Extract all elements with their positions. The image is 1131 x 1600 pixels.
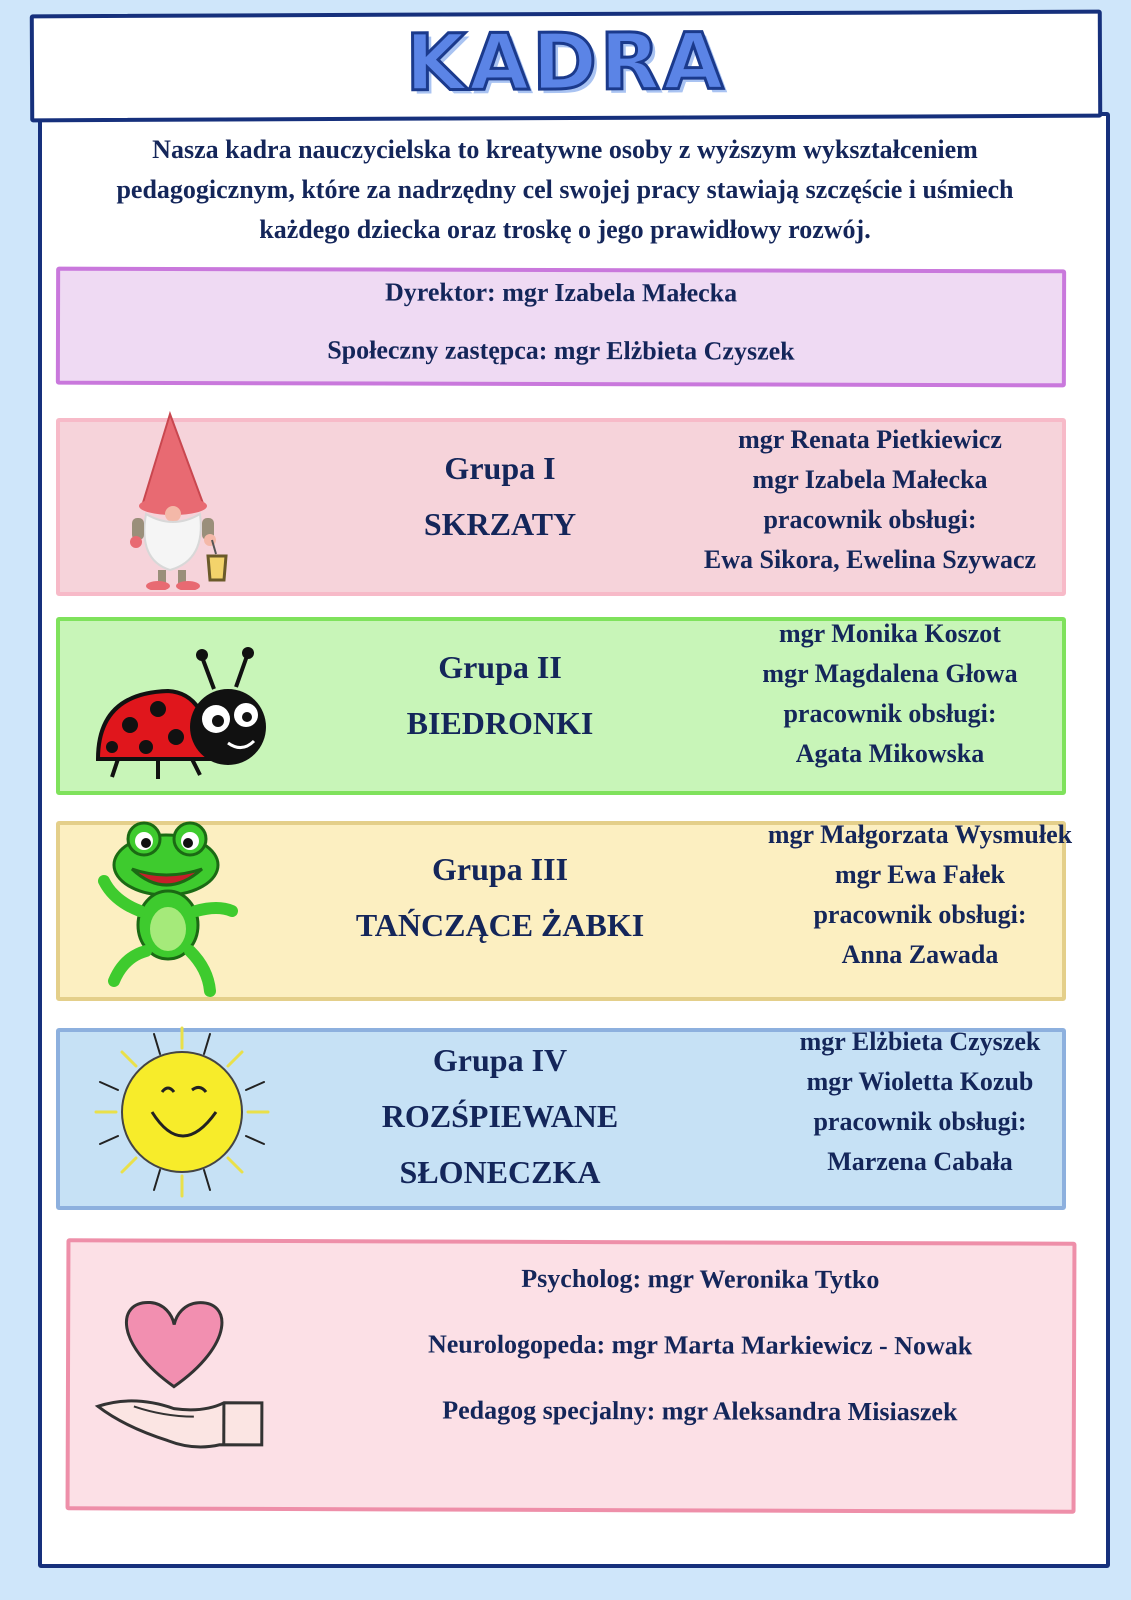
group-1-support-label: pracownik obsługi:: [763, 505, 977, 534]
intro-line-2: pedagogicznym, które za nadrzędny cel swojej pracy stawiają szczęście i uśmiech: [116, 175, 1014, 204]
group-2-band: [56, 617, 1066, 795]
group-3-teacher-2: mgr Ewa Fałek: [835, 860, 1005, 889]
group-1-band: [56, 418, 1066, 596]
group-1-number: Grupa I: [444, 450, 556, 486]
intro-line-1: Nasza kadra nauczycielska to kreatywne osoby z wyższym wykształceniem: [152, 135, 978, 164]
intro-paragraph: [80, 130, 1050, 250]
director-text: Dyrektor: mgr Izabela Małecka: [384, 277, 738, 308]
management-band: [56, 267, 1066, 388]
page-title: KADRA: [405, 17, 727, 109]
group-1-name: SKRZATY: [423, 506, 577, 542]
sun-icon: [82, 1020, 282, 1200]
specialists-band: [66, 1238, 1077, 1514]
special-educator-text: Pedagog specjalny: mgr Aleksandra Misiaszek: [442, 1395, 958, 1427]
group-4-teacher-1: mgr Elżbieta Czyszek: [799, 1027, 1041, 1056]
group-4-staff: [650, 1022, 1131, 1182]
deputy-text: Społeczny zastępca: mgr Elżbieta Czyszek: [327, 335, 795, 366]
group-3-staff: [650, 815, 1131, 975]
group-4-name-line-2: SŁONECZKA: [399, 1154, 601, 1190]
speech-therapist-text: Neurologopeda: mgr Marta Markiewicz - Nowak: [427, 1329, 973, 1361]
gnome-icon: [108, 410, 238, 590]
group-4-teacher-2: mgr Wioletta Kozub: [806, 1067, 1034, 1096]
intro-line-3: każdego dziecka oraz troskę o jego prawidłowy rozwój.: [259, 215, 871, 244]
group-3-name: TAŃCZĄCE ŻABKI: [355, 907, 645, 943]
group-4-support-label: pracownik obsługi:: [813, 1107, 1027, 1136]
group-4-number: Grupa IV: [432, 1042, 568, 1078]
group-1-teacher-1: mgr Renata Pietkiewicz: [738, 425, 1002, 454]
group-1-support-staff: Ewa Sikora, Ewelina Szywacz: [703, 545, 1037, 574]
group-2-number: Grupa II: [438, 649, 562, 685]
group-3-band: [56, 820, 1073, 1001]
group-2-name: BIEDRONKI: [406, 705, 594, 741]
group-4-band: [56, 1028, 1066, 1210]
group-2-support-staff: Agata Mikowska: [795, 739, 985, 768]
group-2-support-label: pracownik obsługi:: [783, 699, 997, 728]
group-1-staff: [600, 420, 1131, 580]
ladybug-icon: [88, 647, 268, 787]
group-1-teacher-2: mgr Izabela Małecka: [752, 465, 988, 494]
heart-in-hand-icon: [94, 1294, 275, 1465]
frog-icon: [90, 819, 250, 999]
psychologist-text: Psycholog: mgr Weronika Tytko: [521, 1263, 880, 1295]
group-2-teacher-2: mgr Magdalena Głowa: [762, 659, 1018, 688]
group-3-support-staff: Anna Zawada: [841, 940, 999, 969]
group-3-number: Grupa III: [431, 851, 569, 887]
group-4-name-line-1: ROZŚPIEWANE: [381, 1098, 619, 1134]
group-3-teacher-1: mgr Małgorzata Wysmułek: [767, 820, 1073, 849]
title-banner: [30, 10, 1102, 123]
group-2-teacher-1: mgr Monika Koszot: [779, 619, 1001, 648]
group-2-staff: [620, 614, 1131, 774]
group-3-support-label: pracownik obsługi:: [813, 900, 1027, 929]
group-4-support-staff: Marzena Cabała: [827, 1147, 1013, 1176]
